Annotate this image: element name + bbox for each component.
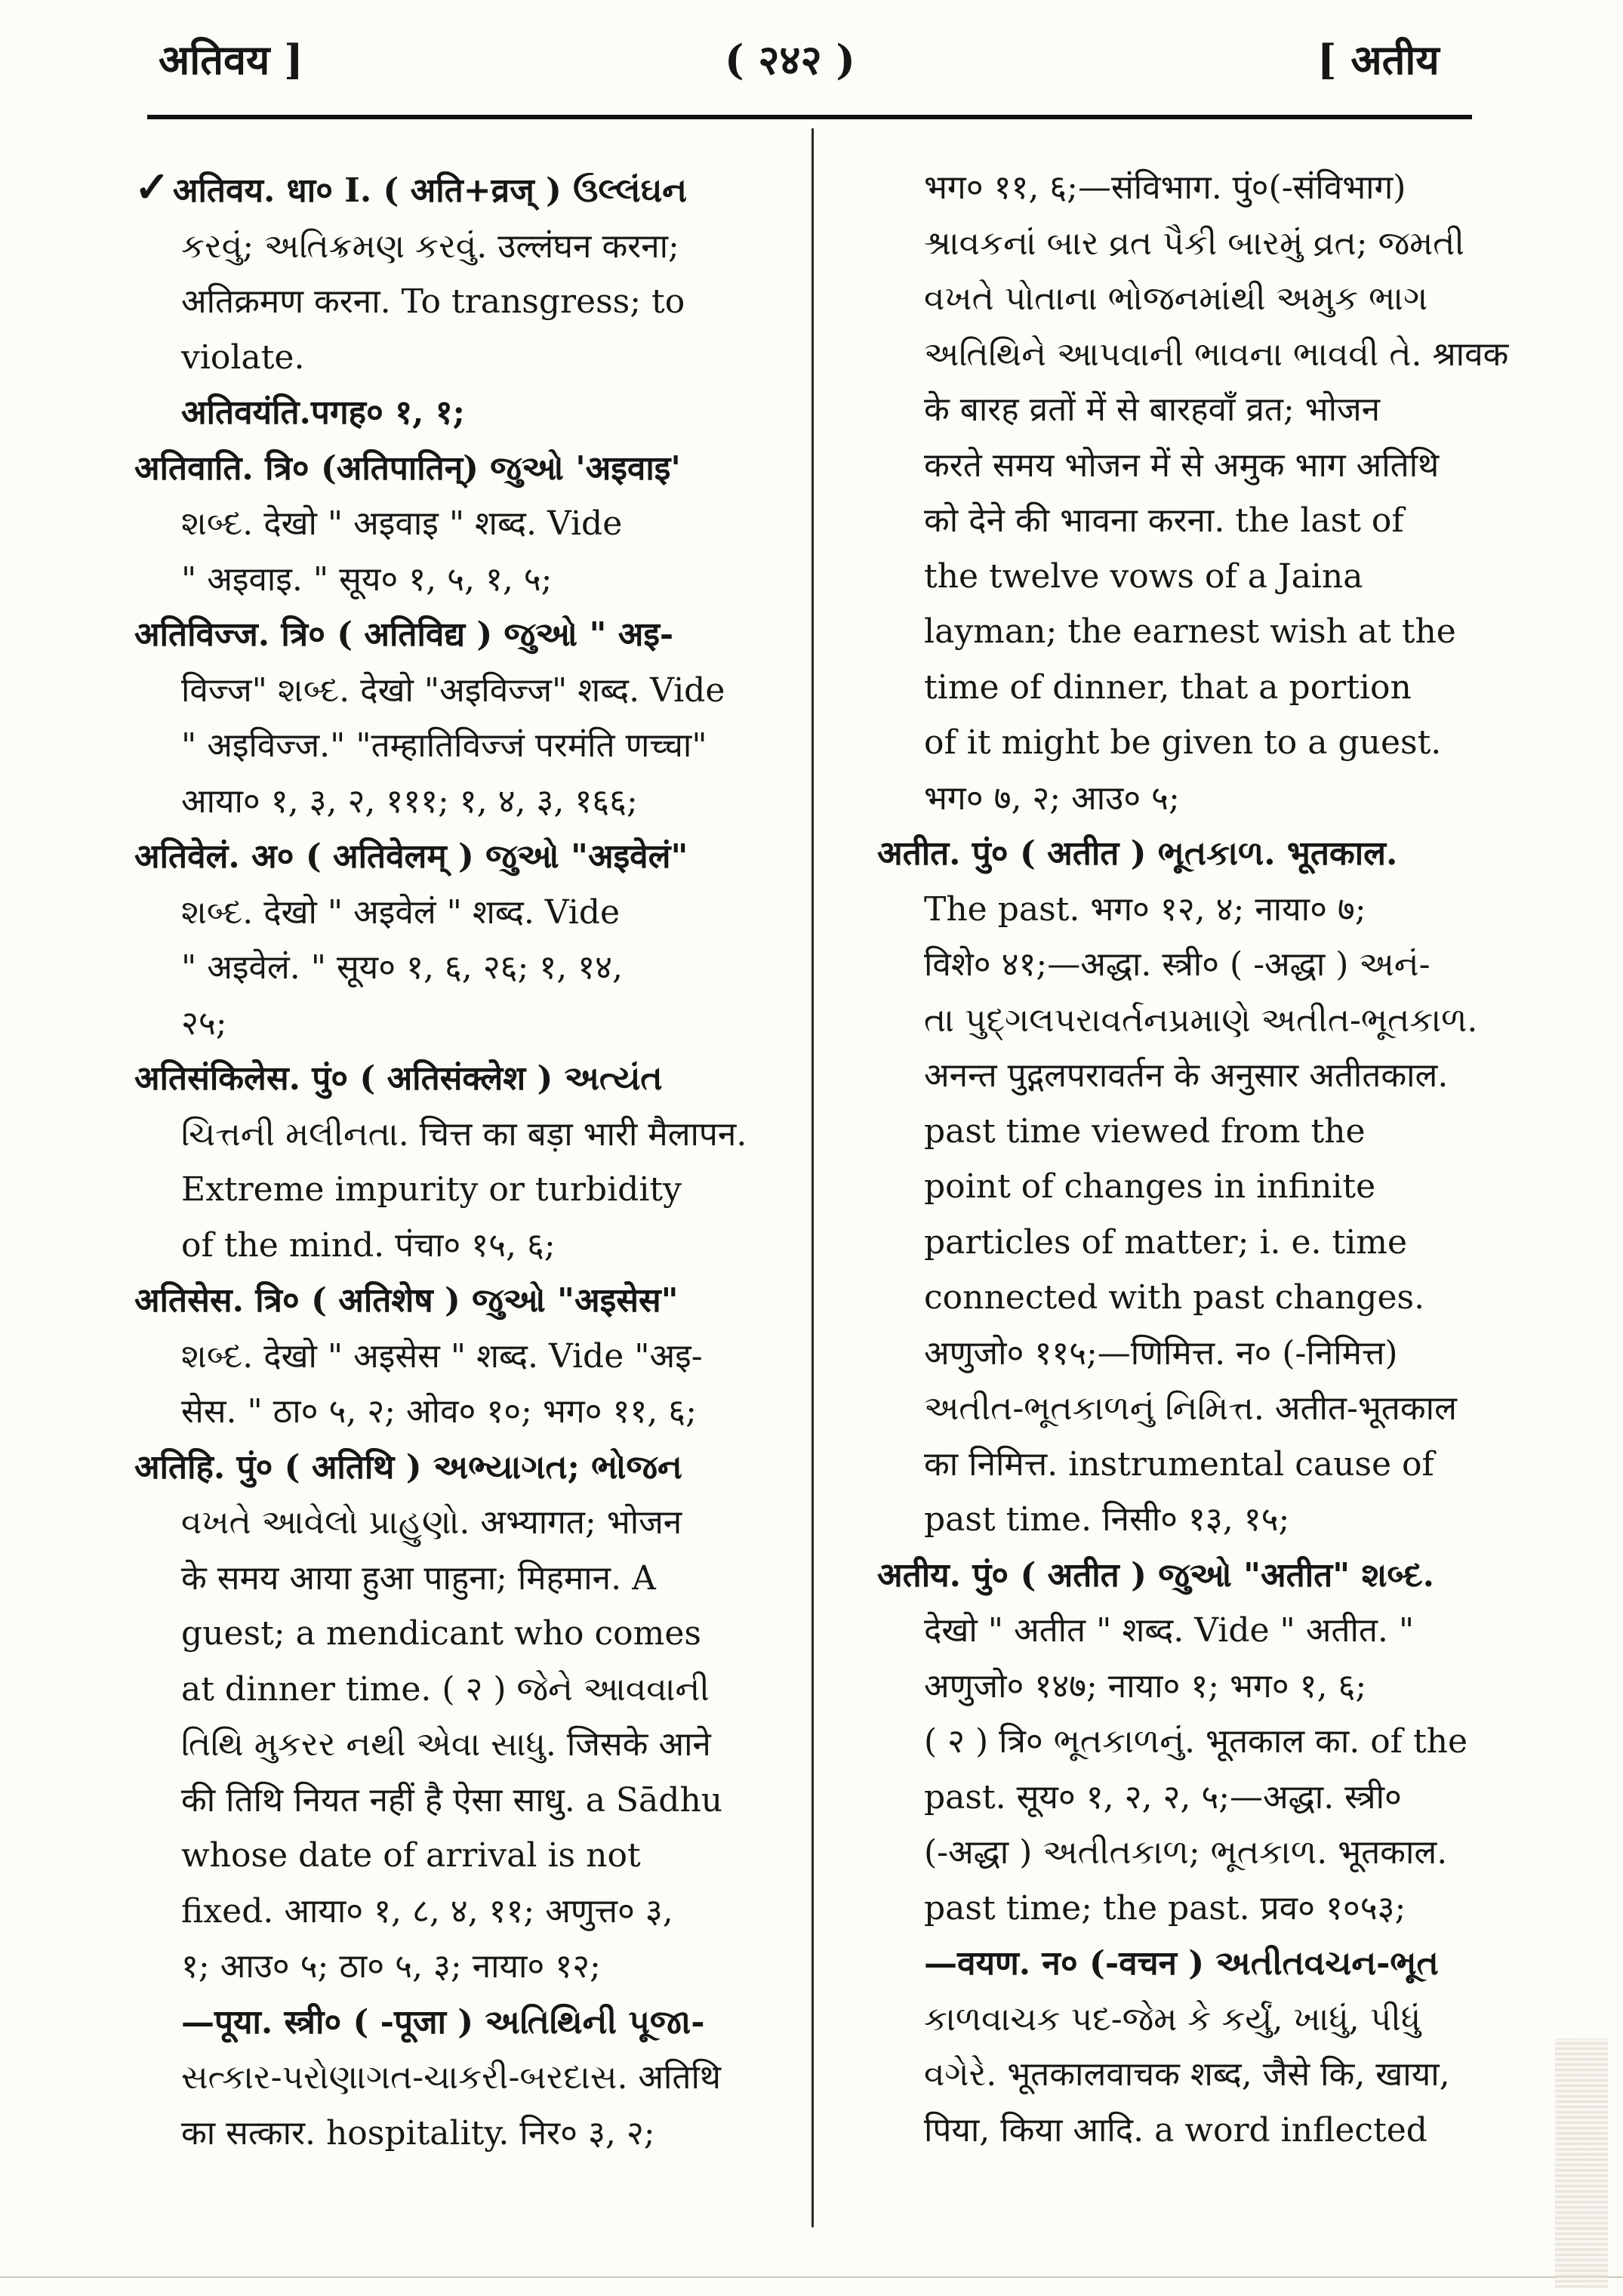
- dictionary-line: का सत्कार. hospitality. निर० ३, २;: [181, 2113, 655, 2153]
- dictionary-line: વખતે આવેલો પ્રાહુણો. अभ्यागत; भोजन: [181, 1503, 682, 1542]
- dictionary-line: ✓अतिवय. धा० I. ( अति+व्रज् ) ઉલ્લંઘન: [134, 162, 688, 212]
- dictionary-line: " अइविज्ज." "तम्हातिविज्जं परमंति णच्चा": [181, 726, 707, 765]
- dictionary-line: के समय आया हुआ पाहुना; मिहमान. A: [181, 1558, 656, 1598]
- dictionary-line: अतिहि. पुं० ( अतिथि ) અભ્યાગત; ભોજન: [134, 1447, 682, 1487]
- dictionary-line: विज्ज" શબ્દ. देखो "अइविज्ज" शब्द. Vide: [181, 670, 725, 710]
- left-column: [134, 160, 802, 2161]
- dictionary-line: भग० ११, ६;—संविभाग. पुं०(-संविभाग): [924, 168, 1406, 207]
- dictionary-line: past time viewed from the: [924, 1111, 1366, 1151]
- page-edge-shading: [1555, 2039, 1608, 2288]
- dictionary-line: The past. भग० १२, ४; नाया० ७;: [924, 889, 1366, 929]
- dictionary-line: connected with past changes.: [924, 1278, 1425, 1317]
- dictionary-line: time of dinner, that a portion: [924, 667, 1412, 707]
- dictionary-line: की तिथि नियत नहीं है ऐसा साधु. a Sādhu: [181, 1780, 723, 1820]
- dictionary-line: ( २ ) त्रि० ભૂતકાળનું. भूतकाल का. of the: [924, 1722, 1468, 1761]
- right-column: [877, 160, 1545, 2158]
- dictionary-line: अतिवाति. त्रि० (अतिपातिन्) જુઓ 'अइवाइ': [134, 448, 681, 488]
- dictionary-line: શબ્દ. देखो " अइवेलं " शब्द. Vide: [181, 892, 621, 932]
- dictionary-line: શ્રાવકનાં બાર વ્રત પૈકી બારમું વ્રત; જમતી: [924, 223, 1465, 263]
- dictionary-line: १; आउ० ५; ठा० ५, ३; नाया० १२;: [181, 1947, 601, 1986]
- dictionary-line: of the mind. पंचा० १५, ६;: [181, 1225, 556, 1265]
- dictionary-line: पिया, किया आदि. a word inflected: [924, 2110, 1427, 2150]
- dictionary-line: the twelve vows of a Jaina: [924, 556, 1363, 596]
- dictionary-line: whose date of arrival is not: [181, 1836, 641, 1875]
- dictionary-line: अतिवयंति.पगह० १, १;: [181, 393, 465, 432]
- dictionary-line: ચિત્તની મલીનતા. चित्त का बड़ा भारी मैलापन.: [181, 1114, 747, 1154]
- dictionary-line: विशे० ४१;—अद्धा. स्त्री० ( -अद्धा ) અનં-: [924, 945, 1431, 984]
- dictionary-line: past. सूय० १, २, २, ५;—अद्धा. स्त्री०: [924, 1777, 1402, 1817]
- dictionary-line: —वयण. न० (-वचन ) અતીતવચન-ભૂત: [924, 1944, 1439, 1983]
- dictionary-line: सेस. " ठा० ५, २; ओव० १०; भग० ११, ६;: [181, 1392, 697, 1431]
- dictionary-line: के बारह व्रतों में से बारहवाँ व्रत; भोजन: [924, 390, 1381, 429]
- page-bottom-edge: [0, 2276, 1623, 2278]
- dictionary-line: layman; the earnest wish at the: [924, 612, 1456, 651]
- dictionary-line: अणुजो० १४७; नाया० १; भग० १, ६;: [924, 1666, 1367, 1706]
- dictionary-line: का निमित्त. instrumental cause of: [924, 1444, 1434, 1484]
- dictionary-line: કરવું; અતિક્રમણ કરવું. उल्लंघन करना;: [181, 227, 679, 266]
- dictionary-line: શબ્દ. देखो " अइवाइ " शब्द. Vide: [181, 504, 623, 543]
- dictionary-line: guest; a mendicant who comes: [181, 1614, 702, 1653]
- dictionary-line: अनन्त पुद्गलपरावर्तन के अनुसार अतीतकाल.: [924, 1056, 1449, 1095]
- dictionary-line: અતિથિને આપવાની ભાવના ભાવવી તે. श्रावक: [924, 334, 1509, 374]
- dictionary-line: अतिविज्ज. त्रि० ( अतिविद्य ) જુઓ " अइ-: [134, 615, 674, 654]
- dictionary-line: fixed. आया० १, ८, ४, ११; अणुत्त० ३,: [181, 1891, 673, 1931]
- dictionary-line: કાળવાચક પદ-જેમ કે કર્યું, ખાધું, પીધું: [924, 1999, 1421, 2039]
- dictionary-line: करते समय भोजन में से अमुक भाग अतिथि: [924, 445, 1440, 485]
- dictionary-line: at dinner time. ( २ ) જેને આવવાની: [181, 1669, 710, 1709]
- dictionary-line: particles of matter; i. e. time: [924, 1222, 1408, 1262]
- dictionary-line: अतीत. पुं० ( अतीत ) ભૂતકાળ. भूतकाल.: [877, 834, 1398, 873]
- dictionary-line: अतिसेस. त्रि० ( अतिशेष ) જુઓ "अइसेस": [134, 1281, 679, 1320]
- running-head-left: अतिवय ]: [159, 35, 303, 84]
- column-divider: [812, 128, 814, 2227]
- dictionary-line: " अइवाइ. " सूय० १, ५, १, ५;: [181, 559, 553, 599]
- dictionary-line: अणुजो० ११५;—णिमित्त. न० (-निमित्त): [924, 1333, 1398, 1373]
- dictionary-line: of it might be given to a guest.: [924, 723, 1442, 762]
- dictionary-line: देखो " अतीत " शब्द. Vide " अतीत. ": [924, 1611, 1415, 1650]
- dictionary-line: २५;: [181, 1003, 227, 1043]
- dictionary-line: आया० १, ३, २, १११; १, ४, ३, १६६;: [181, 781, 638, 821]
- dictionary-line: past time; the past. प्रव० १०५३;: [924, 1888, 1406, 1928]
- dictionary-line: (-अद्धा ) અતીતકાળ; ભૂતકાળ. भूतकाल.: [924, 1833, 1448, 1872]
- dictionary-line: વખતે પોતાના ભોજનમાંથી અમુક ભાગ: [924, 279, 1428, 318]
- dictionary-line: past time. निसी० १३, १५;: [924, 1500, 1290, 1539]
- dictionary-line: વગેરે. भूतकालवाचक शब्द, जैसे कि, खाया,: [924, 2055, 1450, 2094]
- dictionary-line: તા પુદ્ગલપરાવર્તનપ્રમાણે અતીત-ભૂતકાળ.: [924, 1000, 1478, 1040]
- dictionary-line: " अइवेलं. " सूय० १, ६, २६; १, १४,: [181, 948, 623, 987]
- page-header: [0, 0, 1623, 121]
- dictionary-line: Extreme impurity or turbidity: [181, 1170, 682, 1209]
- running-head-right: [ अतीय: [1317, 35, 1440, 84]
- dictionary-line: point of changes in infinite: [924, 1167, 1376, 1206]
- dictionary-line: —पूया. स्त्री० ( -पूजा ) અતિથિની પૂજા-: [181, 2002, 705, 2042]
- check-mark-icon: ✓: [134, 162, 170, 212]
- dictionary-line: को देने की भावना करना. the last of: [924, 501, 1404, 540]
- dictionary-line: violate.: [181, 337, 305, 377]
- dictionary-line: अतीय. पुं० ( अतीत ) જુઓ "अतीत" શબ્દ.: [877, 1555, 1434, 1595]
- dictionary-line: શબ્દ. देखो " अइसेस " शब्द. Vide "अइ-: [181, 1336, 703, 1376]
- header-rule: [147, 115, 1472, 119]
- dictionary-line: अतिसंकिलेस. पुं० ( अतिसंक्लेश ) અત્યંત: [134, 1059, 663, 1098]
- dictionary-line: अतिक्रमण करना. To transgress; to: [181, 282, 685, 321]
- dictionary-line: अतिवेलं. अ० ( अतिवेलम् ) જુઓ "अइवेलं": [134, 837, 688, 876]
- dictionary-line: સત્કાર-પરોણાગત-ચાકરી-બરદાસ. अतिथि: [181, 2058, 722, 2097]
- dictionary-line: भग० ७, २; आउ० ५;: [924, 778, 1180, 818]
- dictionary-line: અતીત-ભૂતકાળનું નિમિત્ત. अतीत-भूतकाल: [924, 1389, 1457, 1428]
- dictionary-line: તિથિ મુકરર નથી એવા સાધુ. जिसके आने: [181, 1725, 711, 1764]
- page-number: ( २४२ ): [725, 35, 855, 84]
